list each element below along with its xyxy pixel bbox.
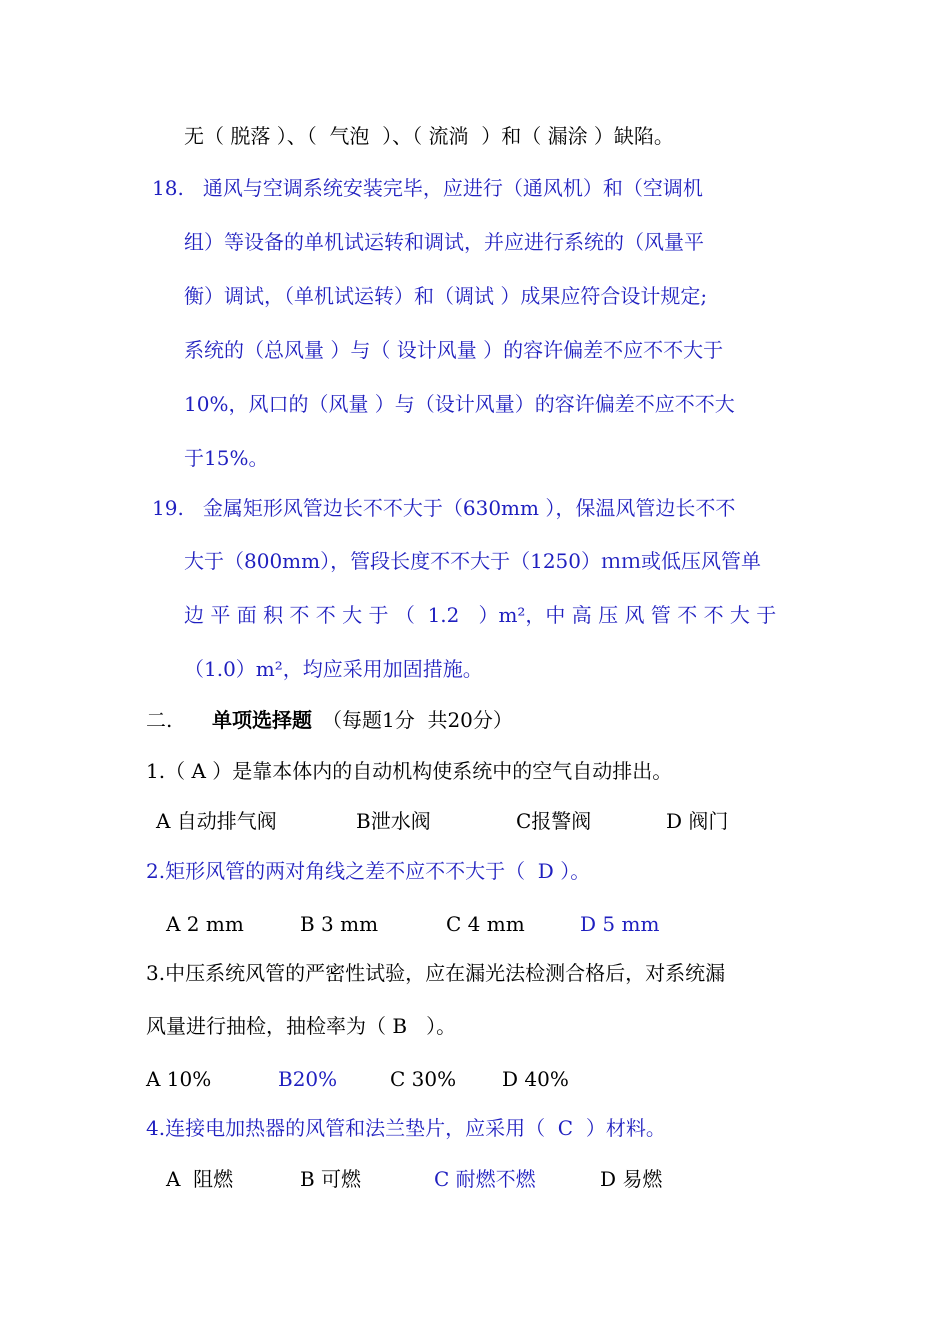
- q18-line-4: 系统的（总风量 ）与（ 设计风量 ）的容许偏差不应不不大于: [184, 338, 724, 362]
- q18-line-5: 10%，风口的（风量 ）与（设计风量）的容许偏差不应不不大: [184, 392, 735, 416]
- section-title: 单项选择题: [212, 708, 312, 732]
- question-2-stem: 2.矩形风管的两对角线之差不应不不大于（ D ）。: [146, 859, 591, 883]
- q18-line-2: 组）等设备的单机试运转和调试，并应进行系统的（风量平: [184, 230, 704, 254]
- question-2-option-a: A 2 mm: [166, 912, 244, 936]
- question-3-option-b: B20%: [278, 1067, 338, 1091]
- q18-line-3: 衡）调试，（单机试运转）和（调试 ）成果应符合设计规定;: [184, 284, 708, 308]
- question-3-stem-line-2: 风量进行抽检，抽检率为（ B ）。: [146, 1014, 457, 1038]
- question-3-option-a: A 10%: [146, 1067, 212, 1091]
- question-4-stem: 4.连接电加热器的风管和法兰垫片，应采用（ C ）材料。: [146, 1116, 666, 1140]
- question-4-option-b: B 可燃: [300, 1167, 362, 1191]
- q19-line-2: 大于（800mm），管段长度不不大于（1250）ｍｍ或低压风管单: [184, 549, 762, 573]
- q18-line-1: 18. 通风与空调系统安装完毕，应进行（通风机）和（空调机: [152, 176, 703, 200]
- question-3-option-c: C 30%: [390, 1067, 457, 1091]
- question-2-option-b: B 3 mm: [300, 912, 379, 936]
- question-4-option-d: D 易燃: [600, 1167, 663, 1191]
- question-1-option-c: C报警阀: [516, 809, 592, 833]
- q18-line-6: 于15%。: [184, 446, 269, 470]
- question-2-option-d: D 5 mm: [580, 912, 660, 936]
- question-1-option-b: B泄水阀: [356, 809, 431, 833]
- question-1-stem: 1.（ A ）是靠本体内的自动机构使系统中的空气自动排出。: [146, 759, 673, 783]
- q19-line-1: 19. 金属矩形风管边长不不大于（630mm ），保温风管边长不不: [152, 496, 736, 520]
- fill-blank-top-line: 无（ 脱落 ）、（ 气泡 ）、（ 流淌 ）和（ 漏涂 ）缺陷。: [184, 124, 674, 148]
- q19-line-3: 边 平 面 积 不 不 大 于 （ 1.2 ）m²，中 高 压 风 管 不 不 大 于: [184, 603, 777, 627]
- question-3-option-d: D 40%: [502, 1067, 569, 1091]
- question-1-option-d: D 阀门: [666, 809, 729, 833]
- q19-line-4: （1.0）m²，均应采用加固措施。: [184, 657, 483, 681]
- question-4-option-c: C 耐燃不燃: [434, 1167, 536, 1191]
- section-number: 二.: [146, 708, 173, 732]
- question-1-option-a: A 自动排气阀: [156, 809, 277, 833]
- section-note: （每题1分 共20分）: [322, 708, 513, 732]
- question-2-option-c: C 4 mm: [446, 912, 525, 936]
- question-3-stem-line-1: 3.中压系统风管的严密性试验，应在漏光法检测合格后，对系统漏: [146, 961, 726, 985]
- question-4-option-a: A 阻燃: [166, 1167, 234, 1191]
